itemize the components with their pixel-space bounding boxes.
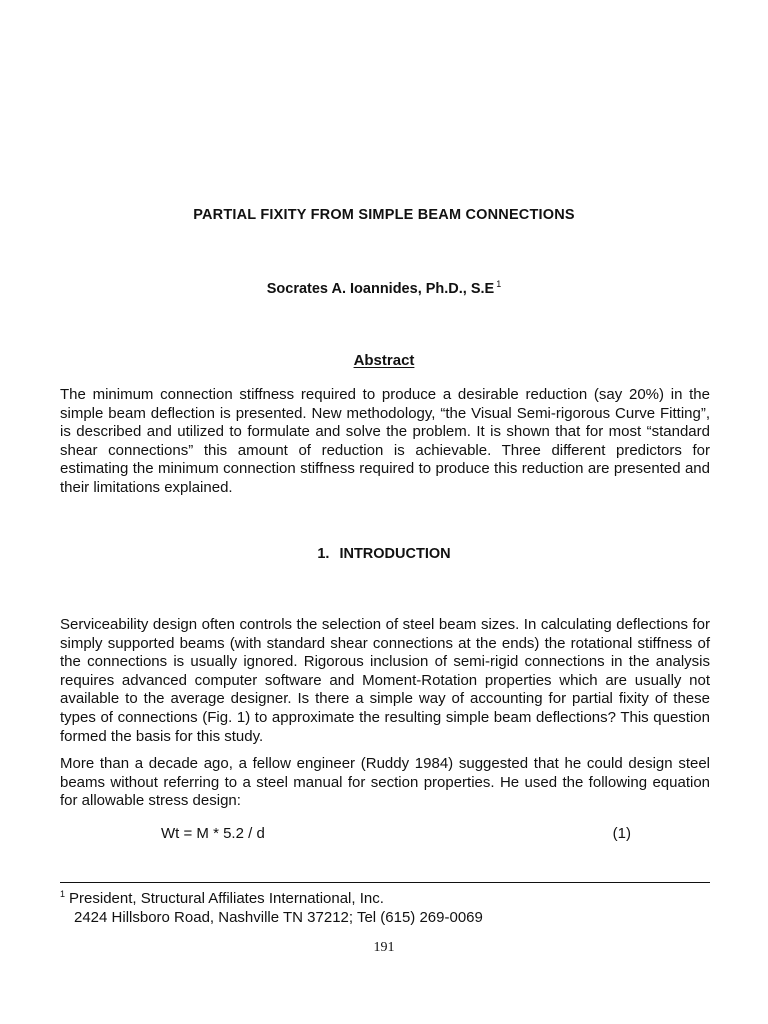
abstract-text: The minimum connection stiffness required to produce a desirable reduction (say 20%) in the simple beam deflection is presented. New methodology, “the Visual Semi-rigorous Curve Fitting”, is described and utilized to formulate and solve the problem. It is shown that for most “standard shear connections” this amount of reduction is achievable. Three different predictors for estimating the minimum connection stiffness required to produce this reduction are presented and their limitations explained. — [60, 386, 710, 496]
footnote — [60, 885, 720, 927]
author-footnote-mark: 1 — [496, 279, 502, 289]
intro-paragraph-2: More than a decade ago, a fellow engineer (Ruddy 1984) suggested that he could design steel beams without referring to a steel manual for section properties. He used the following equation for allowable stress design: — [60, 755, 710, 810]
equation-expression: Wt = M * 5.2 / d — [161, 825, 265, 842]
footnote-line-2: 2424 Hillsboro Road, Nashville TN 37212; Tel (615) 269-0069 — [74, 909, 483, 926]
intro-paragraph-1: Serviceability design often controls the selection of steel beam sizes. In calculating deflections for simply supported beams (with standard shear connections at the ends) the rotational stiffness of the connections is usually ignored. Rigorous inclusion of semi-rigid connections in the analysis requires advanced computer software and Moment-Rotation properties which are usually not available to the average designer. Is there a simple way of accounting for partial fixity of these types of connections (Fig. 1) to approximate the resulting simple beam deflections? This question formed the basis for this study. — [60, 616, 710, 745]
section-title: INTRODUCTION — [339, 546, 451, 562]
author-line — [0, 279, 768, 297]
equation-label: (1) — [612, 825, 631, 842]
footnote-mark: 1 — [60, 889, 66, 899]
section-number: 1. — [317, 546, 330, 562]
footnote-divider — [60, 882, 710, 883]
page-number: 191 — [373, 940, 395, 955]
equation-1 — [161, 825, 631, 842]
abstract-heading: Abstract — [353, 352, 415, 369]
section-heading-introduction — [0, 546, 768, 562]
footnote-line-1: President, Structural Affiliates International, Inc. — [69, 890, 384, 907]
paper-title: PARTIAL FIXITY FROM SIMPLE BEAM CONNECTIONS — [193, 207, 575, 223]
author-name: Socrates A. Ioannides, Ph.D., S.E — [266, 281, 495, 297]
